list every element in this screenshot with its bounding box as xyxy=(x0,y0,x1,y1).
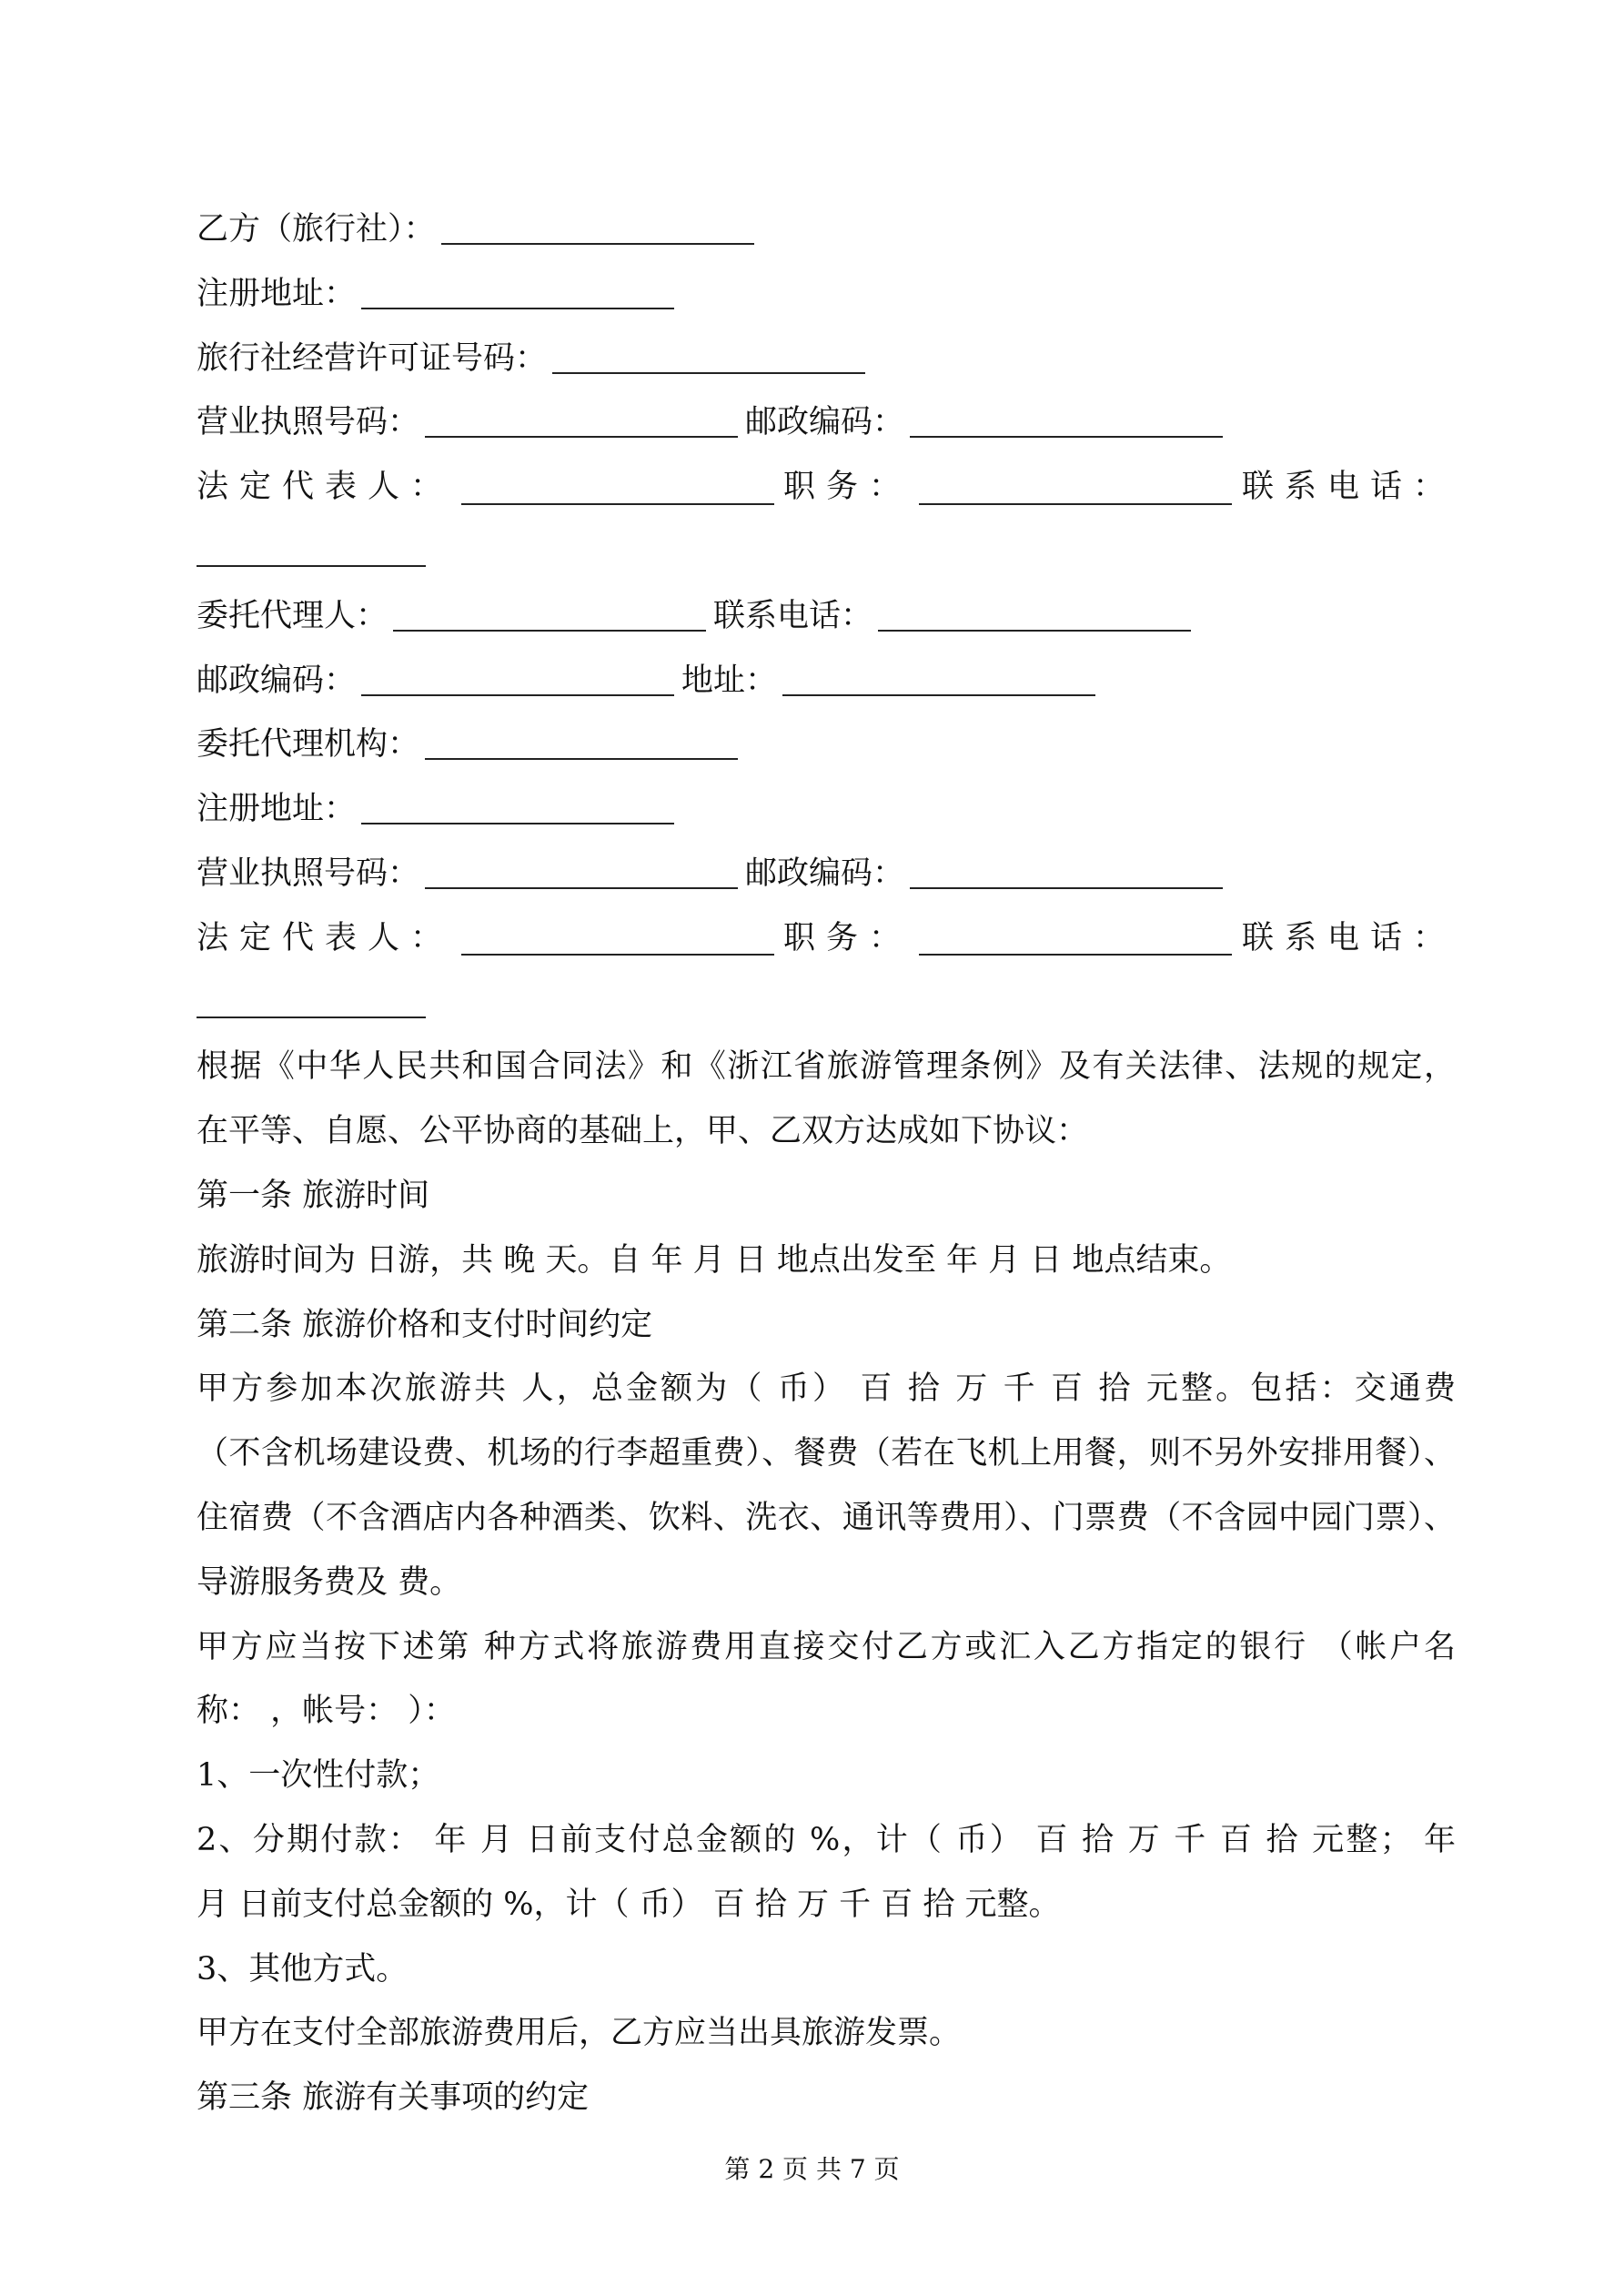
agency-phone-label: 联系电话： xyxy=(1241,919,1456,956)
business-license-blank[interactable] xyxy=(425,403,738,438)
paragraph-line: 在平等、自愿、公平协商的基础上，甲、乙双方达成如下协议： xyxy=(197,1113,1089,1150)
list-item: 2、分期付款： 年 月 日前支付总金额的 %，计（ 币） 百 拾 万 千 百 拾 元整； 年 xyxy=(197,1821,1456,1858)
phone-blank[interactable] xyxy=(197,532,426,567)
list-item: 3、其他方式。 xyxy=(197,1950,409,1988)
phone-label: 联系电话： xyxy=(1241,469,1456,506)
agent-phone-label: 联系电话： xyxy=(713,597,873,634)
legal-rep-blank[interactable] xyxy=(461,470,774,505)
agent-phone-blank[interactable] xyxy=(878,597,1191,632)
agency-phone-line xyxy=(197,971,1456,1036)
agency-line xyxy=(197,713,1456,777)
paragraph-line: 导游服务费及 费。 xyxy=(197,1563,462,1601)
postcode-blank[interactable] xyxy=(910,403,1223,438)
paragraph-line: 甲方在支付全部旅游费用后，乙方应当出具旅游发票。 xyxy=(197,2015,962,2052)
position-blank[interactable] xyxy=(919,470,1232,505)
paragraph-line: 住宿费（不含酒店内各种酒类、饮料、洗衣、通讯等费用）、门票费（不含园中园门票）、 xyxy=(197,1499,1456,1536)
party-b-license-line xyxy=(197,327,1456,391)
agency-business-line xyxy=(197,842,1456,906)
party-b-address-label: 注册地址： xyxy=(197,275,357,312)
agent-address-blank[interactable] xyxy=(782,662,1095,696)
paragraph-line: （不含机场建设费、机场的行李超重费）、餐费（若在飞机上用餐，则不另外安排用餐）、 xyxy=(197,1435,1456,1472)
paragraph-line: 称： ，帐号： ）： xyxy=(197,1693,456,1730)
agency-position-label: 职务： xyxy=(782,919,912,956)
agent-line xyxy=(197,584,1456,649)
party-b-phone-line xyxy=(197,520,1456,584)
agency-business-label: 营业执照号码： xyxy=(197,855,420,892)
agency-address-blank[interactable] xyxy=(361,790,674,824)
agency-address-label: 注册地址： xyxy=(197,791,357,828)
paragraph-line: 月 日前支付总金额的 %，计（ 币） 百 拾 万 千 百 拾 元整。 xyxy=(197,1886,1061,1923)
document-page xyxy=(197,197,1456,2130)
party-b-address-blank[interactable] xyxy=(361,275,674,309)
agent-label: 委托代理人： xyxy=(197,597,388,634)
paragraph-line: 甲方应当按下述第 种方式将旅游费用直接交付乙方或汇入乙方指定的银行 （帐户名 xyxy=(197,1628,1456,1665)
agency-legal-rep-label: 法定代表人： xyxy=(197,919,454,956)
party-b-name-label: 乙方（旅行社）： xyxy=(197,211,436,248)
party-b-address-line xyxy=(197,262,1456,327)
agency-address-line xyxy=(197,777,1456,842)
party-b-business-line xyxy=(197,390,1456,455)
agency-business-blank[interactable] xyxy=(425,855,738,889)
section-heading: 第一条 旅游时间 xyxy=(197,1177,430,1214)
agency-phone-blank[interactable] xyxy=(197,984,426,1018)
agent-postcode-blank[interactable] xyxy=(361,662,674,696)
section-heading: 第三条 旅游有关事项的约定 xyxy=(197,2079,590,2117)
agency-postcode-blank[interactable] xyxy=(910,855,1223,889)
agent-postcode-label: 邮政编码： xyxy=(197,662,357,699)
section-heading: 第二条 旅游价格和支付时间约定 xyxy=(197,1306,653,1343)
paragraph-line: 旅游时间为 日游，共 晚 天。自 年 月 日 地点出发至 年 月 日 地点结束。 xyxy=(197,1241,1232,1279)
party-b-name-line xyxy=(197,197,1456,262)
page-footer: 第 2 页 共 7 页 xyxy=(724,2154,900,2184)
legal-rep-label: 法定代表人： xyxy=(197,469,454,506)
agent-address-label: 地址： xyxy=(681,662,778,699)
party-b-legal-rep-line xyxy=(197,455,1456,520)
agency-position-blank[interactable] xyxy=(919,921,1232,956)
party-b-license-label: 旅行社经营许可证号码： xyxy=(197,339,548,377)
paragraph-line: 甲方参加本次旅游共 人，总金额为（ 币） 百 拾 万 千 百 拾 元整。包括：交通费 xyxy=(197,1371,1456,1408)
party-b-name-blank[interactable] xyxy=(441,210,754,245)
list-item: 1、一次性付款； xyxy=(197,1757,440,1795)
agent-postcode-line xyxy=(197,649,1456,713)
business-license-label: 营业执照号码： xyxy=(197,404,420,441)
agency-label: 委托代理机构： xyxy=(197,726,420,764)
agency-legal-rep-line xyxy=(197,906,1456,971)
agency-blank[interactable] xyxy=(425,725,738,760)
position-label: 职务： xyxy=(782,469,912,506)
agency-legal-rep-blank[interactable] xyxy=(461,921,774,956)
party-b-license-blank[interactable] xyxy=(552,339,865,374)
agent-blank[interactable] xyxy=(393,597,706,632)
postcode-label: 邮政编码： xyxy=(745,404,905,441)
agency-postcode-label: 邮政编码： xyxy=(745,855,905,892)
paragraph-line: 根据《中华人民共和国合同法》和《浙江省旅游管理条例》及有关法律、法规的规定， xyxy=(197,1048,1456,1086)
